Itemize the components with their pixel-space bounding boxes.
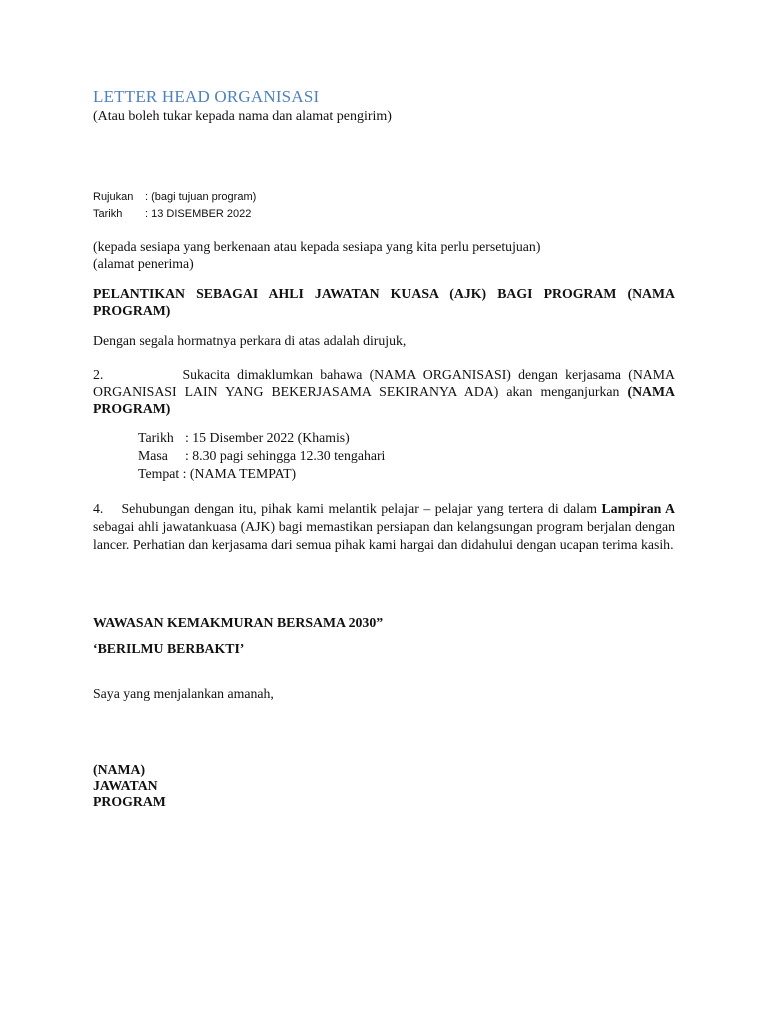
reference-tarikh bbox=[93, 208, 251, 220]
reference-rujukan bbox=[93, 191, 256, 203]
detail-masa bbox=[138, 448, 385, 464]
rujukan-value: : (bagi tujuan program) bbox=[145, 191, 257, 203]
paragraph-2-text: Sukacita dimaklumkan bahawa (NAMA ORGANISASI) dengan kerjasama (NAMA ORGANISASI LAIN YANG BEKERJASAMA SEKIRANYA ADA) akan menganjurkan bbox=[93, 367, 675, 399]
signature-name: (NAMA) bbox=[93, 762, 146, 777]
subject-heading: PELANTIKAN SEBAGAI AHLI JAWATAN KUASA (AJK) BAGI PROGRAM (NAMA PROGRAM) bbox=[93, 286, 675, 318]
rujukan-label: Rujukan bbox=[93, 191, 134, 203]
salutation: Dengan segala hormatnya perkara di atas adalah dirujuk, bbox=[93, 333, 407, 348]
recipient-line1: (kepada sesiapa yang berkenaan atau kepada sesiapa yang kita perlu persetujuan) bbox=[93, 239, 541, 254]
signature-position: JAWATAN bbox=[93, 778, 158, 793]
paragraph-4 bbox=[93, 500, 675, 554]
detail-label: Tarikh bbox=[138, 430, 174, 445]
paragraph-2-program: (NAMA PROGRAM) bbox=[93, 384, 675, 416]
detail-tempat bbox=[138, 466, 296, 482]
paragraph-4-attachment: Lampiran A bbox=[601, 501, 676, 516]
letterhead-subtitle: (Atau boleh tukar kepada nama dan alamat pengirim) bbox=[93, 109, 392, 124]
detail-value: : 8.30 pagi sehingga 12.30 tengahari bbox=[185, 448, 386, 463]
detail-value: : 15 Disember 2022 (Khamis) bbox=[185, 430, 350, 445]
slogan-wawasan: WAWASAN KEMAKMURAN BERSAMA 2030” bbox=[93, 615, 384, 630]
paragraph-2-number: 2. bbox=[93, 367, 104, 382]
detail-label: Tempat bbox=[138, 466, 180, 481]
paragraph-2 bbox=[93, 366, 675, 417]
closing-line: Saya yang menjalankan amanah, bbox=[93, 686, 274, 701]
detail-label: Masa bbox=[138, 448, 168, 463]
paragraph-4-text-before: Sehubungan dengan itu, pihak kami melantik pelajar – pelajar yang tertera di dalam bbox=[121, 501, 597, 516]
slogan-berilmu: ‘BERILMU BERBAKTI’ bbox=[93, 641, 245, 656]
tarikh-label: Tarikh bbox=[93, 208, 123, 220]
paragraph-4-number: 4. bbox=[93, 501, 104, 516]
tarikh-value: : 13 DISEMBER 2022 bbox=[145, 208, 252, 220]
signature-program: PROGRAM bbox=[93, 794, 166, 809]
detail-value: : (NAMA TEMPAT) bbox=[182, 466, 297, 481]
recipient-line2: (alamat penerima) bbox=[93, 256, 194, 271]
paragraph-4-text-after: sebagai ahli jawatankuasa (AJK) bagi memastikan persiapan dan kelangsungan program berjalan dengan lancer. Perhatian dan kerjasama dari semua pihak kami hargai dan didahului dengan ucapan terima kasih. bbox=[93, 519, 675, 552]
detail-tarikh bbox=[138, 430, 350, 446]
letterhead-title: LETTER HEAD ORGANISASI bbox=[93, 87, 320, 106]
